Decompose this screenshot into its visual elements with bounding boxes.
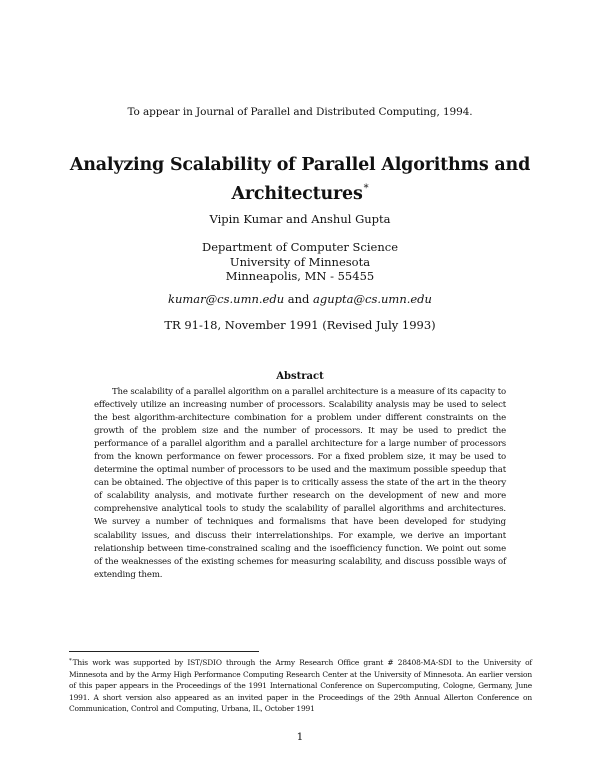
footnote-mark: * bbox=[69, 658, 72, 664]
affiliation bbox=[0, 240, 600, 284]
author-emails bbox=[0, 292, 600, 306]
authors: Vipin Kumar and Anshul Gupta bbox=[209, 212, 391, 226]
journal-notice: To appear in Journal of Parallel and Distributed Computing, 1994. bbox=[127, 106, 473, 118]
page-number: 1 bbox=[296, 731, 304, 743]
paper-title bbox=[0, 153, 600, 206]
footnote-rule bbox=[69, 651, 259, 652]
footnote bbox=[69, 656, 532, 715]
email-gupta: agupta@cs.umn.edu bbox=[313, 292, 432, 306]
report-number: TR 91-18, November 1991 (Revised July 1993) bbox=[164, 318, 436, 332]
title-footnote-mark: * bbox=[363, 183, 369, 194]
footnote-paragraph bbox=[69, 656, 532, 715]
title-line-1: Analyzing Scalability of Parallel Algorithms and bbox=[69, 155, 531, 175]
abstract-heading: Abstract bbox=[276, 371, 324, 382]
department: Department of Computer Science bbox=[201, 240, 399, 254]
email-joiner: and bbox=[287, 292, 310, 306]
email-kumar: kumar@cs.umn.edu bbox=[168, 292, 285, 306]
university: University of Minnesota bbox=[229, 254, 371, 269]
abstract-text: The scalability of a parallel algorithm on a parallel architecture is a measure of its capacity to effectively utilize an increasing number of processors. Scalability analysis may be used to select the best algorithm-architecture combination for a problem under different constraints on the growth of the problem size and the number of processors. It may be used to predict the performance of a parallel algorithm and a parallel architecture for a large number of processors from the known performance on fewer processors. For a fixed problem size, it may be used to determine the optimal number of processors to be used and the maximum possible speedup that can be obtained. The objective of this paper is to critically assess the state of the art in the theory of scalability analysis, and motivate further research on the development of new and more comprehensive analytical tools to study the scalability of parallel algorithms and architectures. We survey a number of techniques and formalisms that have been developed for studying scalability issues, and discuss their interrelationships. For example, we derive an important relationship between time-constrained scaling and the isoefficiency function. We point out some of the weaknesses of the existing schemes for measuring scalability, and discuss possible ways of extending them. bbox=[94, 387, 506, 580]
footnote-text: This work was supported by IST/SDIO through the Army Research Office grant # 28408-MA-SDI to the University of Minnesota and by the Army High Performance Computing Research Center at the University of Minnesota. An earlier version of this paper appears in the Proceedings of the 1991 International Conference on Supercomputing, Cologne, Germany, June 1991. A short version also appeared as an invited paper in the Proceedings of the 29th Annual Allerton Conference on Communication, Control and Computing, Urbana, IL, October 1991 bbox=[69, 658, 532, 714]
title-line-2-text: Architectures bbox=[231, 184, 363, 204]
title-line-2 bbox=[0, 177, 600, 206]
city: Minneapolis, MN - 55455 bbox=[225, 269, 375, 283]
abstract-body bbox=[94, 386, 506, 582]
